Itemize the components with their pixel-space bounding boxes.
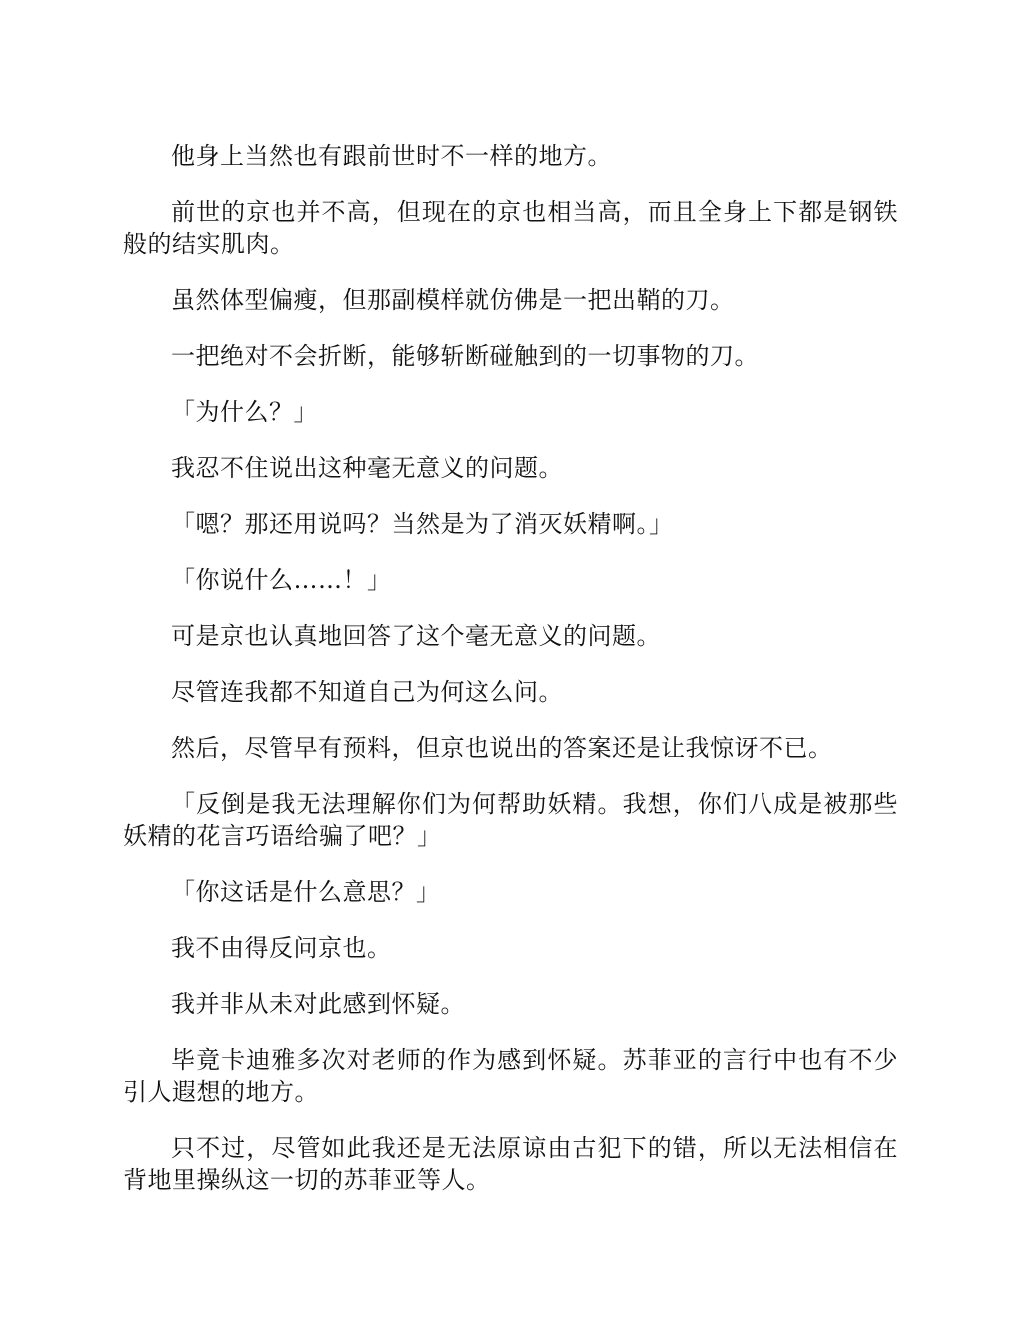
document-page — [123, 140, 898, 1220]
paragraph: 我并非从未对此感到怀疑。 — [171, 990, 465, 1018]
dialogue-line: 「嗯？那还用说吗？当然是为了消灭妖精啊。」 — [171, 510, 674, 538]
paragraph: 我不由得反问京也。 — [171, 934, 392, 962]
paragraph: 毕竟卡迪雅多次对老师的作为感到怀疑。苏菲亚的言行中也有不少引人遐想的地方。 — [123, 1046, 898, 1106]
paragraph: 尽管连我都不知道自己为何这么问。 — [171, 678, 563, 706]
paragraph: 我忍不住说出这种毫无意义的问题。 — [171, 454, 563, 482]
paragraph: 可是京也认真地回答了这个毫无意义的问题。 — [171, 622, 661, 650]
dialogue-line: 「你说什么……！」 — [171, 566, 392, 594]
dialogue-line: 「为什么？」 — [171, 398, 318, 426]
paragraph: 然后，尽管早有预料，但京也说出的答案还是让我惊讶不已。 — [171, 734, 833, 762]
paragraph: 他身上当然也有跟前世时不一样的地方。 — [171, 142, 612, 170]
dialogue-line: 「反倒是我无法理解你们为何帮助妖精。我想，你们八成是被那些妖精的花言巧语给骗了吧？」 — [123, 790, 898, 850]
paragraph: 一把绝对不会折断，能够斩断碰触到的一切事物的刀。 — [171, 342, 759, 370]
dialogue-line: 「你这话是什么意思？」 — [171, 878, 441, 906]
paragraph: 前世的京也并不高，但现在的京也相当高，而且全身上下都是钢铁般的结实肌肉。 — [123, 198, 898, 258]
paragraph: 虽然体型偏瘦，但那副模样就仿佛是一把出鞘的刀。 — [171, 286, 735, 314]
paragraph: 只不过，尽管如此我还是无法原谅由古犯下的错，所以无法相信在背地里操纵这一切的苏菲亚等人。 — [123, 1134, 898, 1194]
